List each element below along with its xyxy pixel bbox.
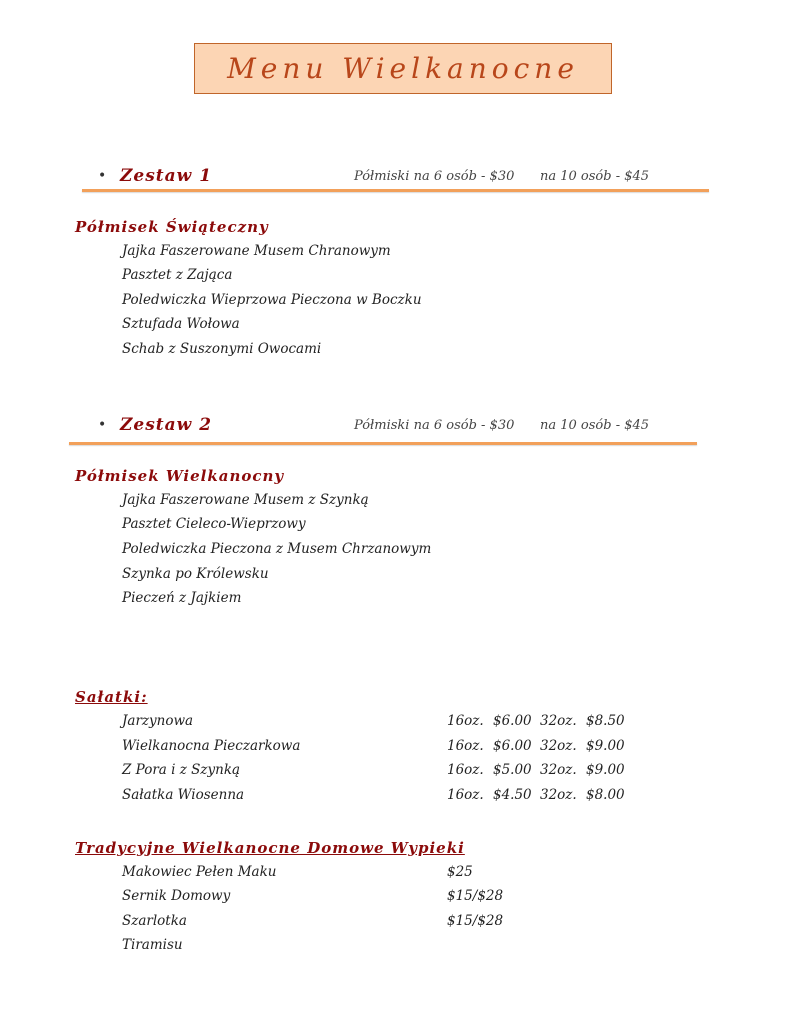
salad-name: Jarzynowa (122, 713, 194, 729)
list-item: Sztufada Wołowa (122, 316, 240, 332)
set-name: Zestaw 2 (120, 415, 213, 435)
salad-price-small: $6.00 (493, 713, 532, 729)
salad-name: Sałatka Wiosenna (122, 787, 245, 803)
list-item: Pasztet z Zająca (122, 267, 233, 283)
salads-title: Sałatki: (75, 688, 148, 706)
list-item: Poledwiczka Pieczona z Musem Chrzanowym (122, 541, 432, 557)
salad-price-small: $6.00 (493, 738, 532, 754)
salad-size-large: 32oz. (540, 713, 577, 729)
list-item: Jajka Faszerowane Musem Chranowym (122, 243, 391, 259)
set-price-6-persons: Półmiski na 6 osób - $30 (354, 418, 515, 433)
baked-goods-title: Tradycyjne Wielkanocne Domowe Wypieki (75, 839, 465, 857)
salad-price-large: $9.00 (586, 762, 625, 778)
bullet: • (98, 417, 107, 433)
title-box (194, 43, 612, 94)
set-name: Zestaw 1 (120, 166, 213, 186)
baked-name: Tiramisu (122, 937, 183, 953)
list-item: Jajka Faszerowane Musem z Szynką (122, 492, 369, 508)
salad-size-small: 16oz. (447, 762, 484, 778)
baked-price: $25 (447, 864, 473, 880)
salad-name: Wielkanocna Pieczarkowa (122, 738, 301, 754)
platter-title: Półmisek Świąteczny (75, 218, 269, 236)
baked-price: $15/$28 (447, 913, 504, 929)
salad-size-large: 32oz. (540, 738, 577, 754)
set-header-1 (0, 166, 791, 190)
set-price-6-persons: Półmiski na 6 osób - $30 (354, 169, 515, 184)
salad-size-small: 16oz. (447, 713, 484, 729)
list-item: Pasztet Cieleco-Wieprzowy (122, 516, 306, 532)
salad-size-small: 16oz. (447, 787, 484, 803)
salad-size-small: 16oz. (447, 738, 484, 754)
set-price-10-persons: na 10 osób - $45 (540, 169, 650, 184)
salad-price-small: $4.50 (493, 787, 532, 803)
bullet: • (98, 168, 107, 184)
list-item: Szynka po Królewsku (122, 566, 269, 582)
list-item: Schab z Suszonymi Owocami (122, 341, 322, 357)
salad-size-large: 32oz. (540, 762, 577, 778)
list-item: Pieczeń z Jajkiem (122, 590, 242, 606)
list-item: Poledwiczka Wieprzowa Pieczona w Boczku (122, 292, 422, 308)
set-price-10-persons: na 10 osób - $45 (540, 418, 650, 433)
salad-price-large: $8.50 (586, 713, 625, 729)
salad-name: Z Pora i z Szynką (122, 762, 241, 778)
divider-rule (82, 189, 709, 192)
salad-price-large: $9.00 (586, 738, 625, 754)
divider-rule (69, 442, 697, 445)
baked-name: Sernik Domowy (122, 888, 231, 904)
baked-name: Szarlotka (122, 913, 187, 929)
page-title: Menu Wielkanocne (227, 52, 579, 85)
salad-price-large: $8.00 (586, 787, 625, 803)
platter-title: Półmisek Wielkanocny (75, 467, 285, 485)
salad-size-large: 32oz. (540, 787, 577, 803)
baked-price: $15/$28 (447, 888, 504, 904)
salad-price-small: $5.00 (493, 762, 532, 778)
baked-name: Makowiec Pełen Maku (122, 864, 277, 880)
set-header-2 (0, 415, 791, 439)
